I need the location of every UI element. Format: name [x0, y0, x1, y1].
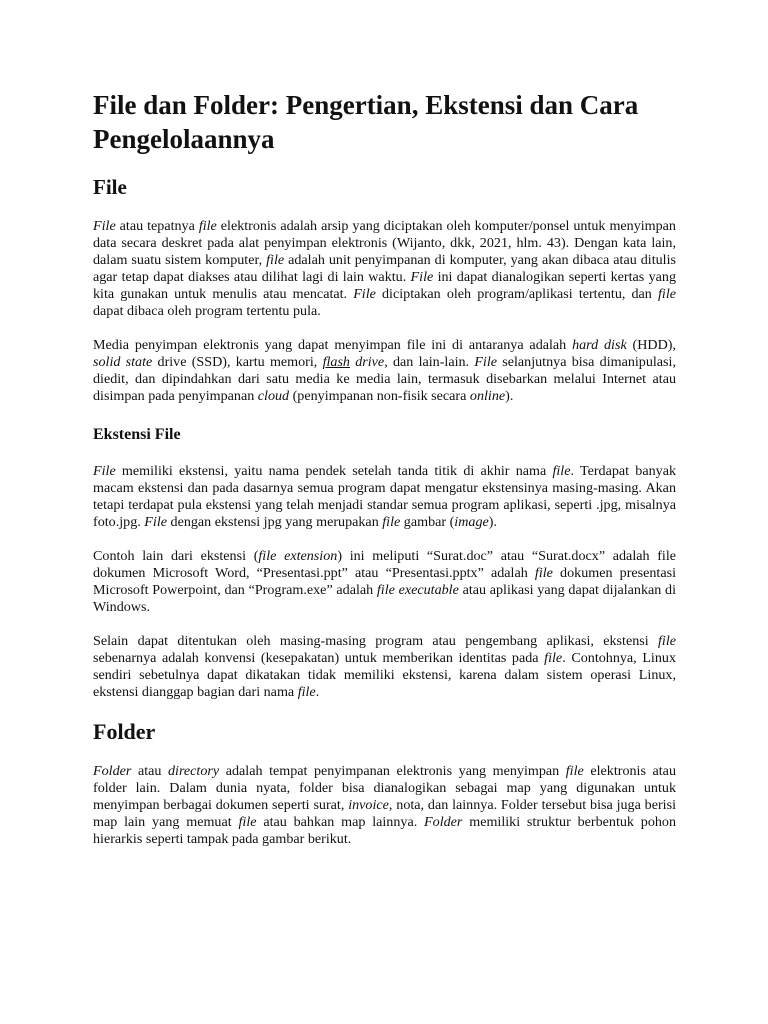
paragraph-folder-definition: Folder atau directory adalah tempat penyimpanan elektronis yang menyimpan file elektronis atau folder lain. Dalam dunia nyata, folder bisa dianalogikan sebagai map yang digunakan untuk menyimpan berbagai dokumen seperti surat, invoice, nota, dan lainnya. Folder tersebut bisa juga berisi map lain yang memuat file atau bahkan map lainnya. Folder memiliki struktur berbentuk pohon hierarkis seperti tampak pada gambar berikut. — [93, 763, 677, 847]
document-title: File dan Folder: Pengertian, Ekstensi dan Cara Pengelolaannya — [93, 90, 639, 154]
paragraph-file-media: Media penyimpan elektronis yang dapat menyimpan file ini di antaranya adalah hard disk (HDD), solid state drive (SSD), kartu memori, flash drive, dan lain-lain. File selanjutnya bisa dimanipulasi, diedit, dan dipindahkan dari satu media ke media lain, termasuk disebarkan melalui Internet atau disimpan pada penyimpanan cloud (penyimpanan non-fisik secara online). — [93, 337, 677, 404]
paragraph-ekstensi-convention: Selain dapat ditentukan oleh masing-masing program atau pengembang aplikasi, ekstensi file sebenarnya adalah konvensi (kesepakatan) untuk memberikan identitas pada file. Contohnya, Linux sendiri sebetulnya dapat dikatakan tidak memiliki ekstensi, karena dalam sistem operasi Linux, ekstensi dianggap bagian dari nama file. — [93, 633, 676, 700]
heading-file: File — [93, 175, 127, 199]
paragraph-ekstensi-definition: File memiliki ekstensi, yaitu nama pendek setelah tanda titik di akhir nama file. Terdapat banyak macam ekstensi dan pada dasarnya semua program dapat mengatur ekstensinya masing-masing. Akan tetapi terdapat pula ekstensi yang telah menjadi standar semua program aplikasi, seperti .jpg, misalnya foto.jpg. File dengan ekstensi jpg yang merupakan file gambar (image). — [93, 463, 677, 530]
heading-folder: Folder — [93, 719, 156, 744]
paragraph-ekstensi-examples: Contoh lain dari ekstensi (file extension) ini meliputi “Surat.doc” atau “Surat.docx” adalah file dokumen Microsoft Word, “Presentasi.ppt” atau “Presentasi.pptx” adalah file dokumen presentasi Microsoft Powerpoint, dan “Program.exe” adalah file executable atau aplikasi yang dapat dijalankan di Windows. — [93, 548, 677, 615]
paragraph-file-definition: File atau tepatnya file elektronis adalah arsip yang diciptakan oleh komputer/ponsel untuk menyimpan data secara deskret pada alat penyimpan elektronis (Wijanto, dkk, 2021, hlm. 43). Dengan kata lain, dalam suatu sistem komputer, file adalah unit penyimpanan di komputer, yang akan dibaca atau ditulis agar tetap dapat diakses atau dilihat lagi di lain waktu. File ini dapat dianalogikan seperti kertas yang kita gunakan untuk menulis atau mencatat. File diciptakan oleh program/aplikasi tertentu, dan file dapat dibaca oleh program tertentu pula. — [93, 218, 676, 319]
heading-ekstensi-file: Ekstensi File — [93, 426, 181, 443]
document-page — [93, 88, 676, 865]
flash-link[interactable]: flash — [322, 354, 350, 370]
